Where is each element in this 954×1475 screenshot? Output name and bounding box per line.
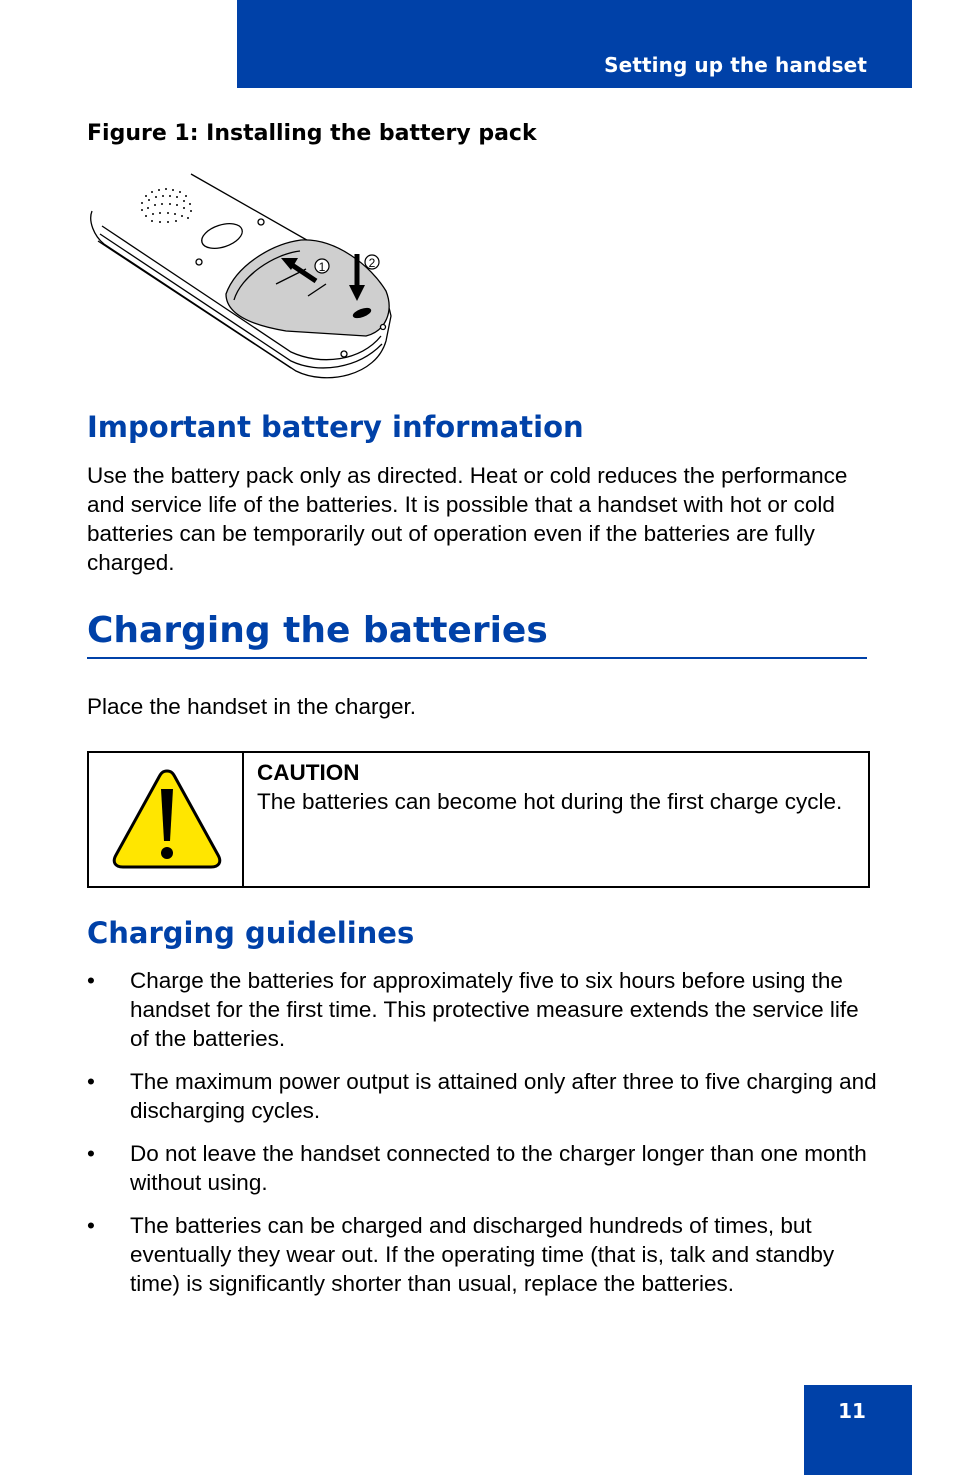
list-item [87,1067,877,1125]
list-item-text: The batteries can be charged and discharged hundreds of times, but eventually they wear out. If the operating time (that is, talk and standby time) is significantly shorter than usual, replace the batteries. [130,1213,835,1296]
list-item-text: Do not leave the handset connected to the charger longer than one month without using. [130,1141,867,1195]
bullet: • [87,1213,95,1238]
step-1-label: 1 [318,260,326,274]
battery-info-heading: Important battery information [87,410,584,444]
header-bar [237,0,912,88]
bullet: • [87,968,95,993]
battery-pack-illustration [86,166,396,386]
list-item [87,1139,877,1197]
section-title: Setting up the handset [604,53,867,77]
list-item-text: Charge the batteries for approximately five to six hours before using the handset for the first time. This protective measure extends the service life of the batteries. [130,968,859,1051]
caution-text: The batteries can become hot during the first charge cycle. [257,789,843,814]
caution-divider [242,753,244,886]
warning-icon [111,767,223,876]
step-2-label: 2 [368,256,376,270]
page-number: 11 [838,1399,866,1423]
caution-box [87,751,870,888]
figure-caption: Figure 1: Installing the battery pack [87,121,537,146]
charging-heading: Charging the batteries [87,610,548,651]
guidelines-heading: Charging guidelines [87,916,415,950]
page-number-box [804,1385,912,1475]
caution-label: CAUTION [257,760,360,785]
list-item [87,966,877,1053]
list-item [87,1211,877,1298]
bullet: • [87,1069,95,1094]
charging-intro: Place the handset in the charger. [87,694,416,719]
list-item-text: The maximum power output is attained only after three to five charging and discharging cycles. [130,1069,877,1123]
battery-info-text: Use the battery pack only as directed. Heat or cold reduces the performance and service life of the batteries. It is possible that a handset with hot or cold batteries can be temporarily out of operation even if the batteries are fully charged. [87,463,848,575]
bullet: • [87,1141,95,1166]
heading-rule [87,657,867,659]
guidelines-list [87,966,877,1312]
